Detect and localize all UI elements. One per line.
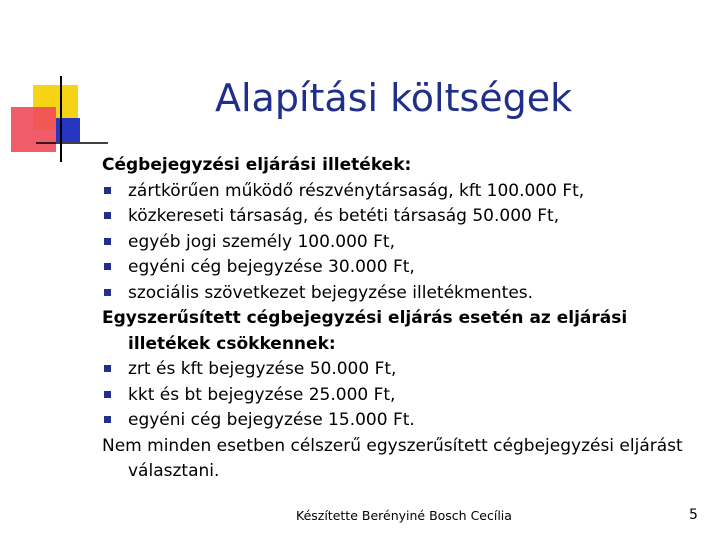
- square-bullet-icon: [104, 263, 111, 270]
- red-square: [11, 107, 56, 152]
- square-bullet-icon: [104, 416, 111, 423]
- square-bullet-icon: [104, 238, 111, 245]
- page-number: 5: [689, 507, 698, 523]
- section2-heading-line1: Egyszerűsített cégbejegyzési eljárás esetén az eljárási: [102, 308, 628, 328]
- slide-body: [102, 153, 702, 485]
- footer-author: Készítette Berényiné Bosch Cecília: [296, 508, 512, 523]
- square-bullet-icon: [104, 365, 111, 372]
- blue-square: [56, 118, 80, 142]
- note-line2: választani.: [128, 461, 220, 481]
- slide-title: Alapítási költségek: [215, 76, 573, 120]
- list-item: kkt és bt bejegyzése 25.000 Ft,: [102, 383, 702, 409]
- decorative-squares: [0, 0, 120, 170]
- square-bullet-icon: [104, 187, 111, 194]
- section2-heading-line2: illetékek csökkennek:: [128, 333, 336, 354]
- list-item: egyéb jogi személy 100.000 Ft,: [102, 230, 702, 256]
- list-item: zrt és kft bejegyzése 50.000 Ft,: [102, 357, 702, 383]
- list-item: egyéni cég bejegyzése 15.000 Ft.: [102, 408, 702, 434]
- note-line1: Nem minden esetben célszerű egyszerűsített cégbejegyzési eljárást: [102, 435, 683, 456]
- list-item: közkereseti társaság, és betéti társaság 50.000 Ft,: [102, 204, 702, 230]
- square-bullet-icon: [104, 391, 111, 398]
- section1-heading: Cégbejegyzési eljárási illetékek:: [102, 155, 412, 175]
- square-bullet-icon: [104, 212, 111, 219]
- list-item: szociális szövetkezet bejegyzése illetékmentes.: [102, 281, 702, 307]
- list-item: zártkörűen működő részvénytársaság, kft 100.000 Ft,: [102, 179, 702, 205]
- square-bullet-icon: [104, 289, 111, 296]
- list-item: egyéni cég bejegyzése 30.000 Ft,: [102, 255, 702, 281]
